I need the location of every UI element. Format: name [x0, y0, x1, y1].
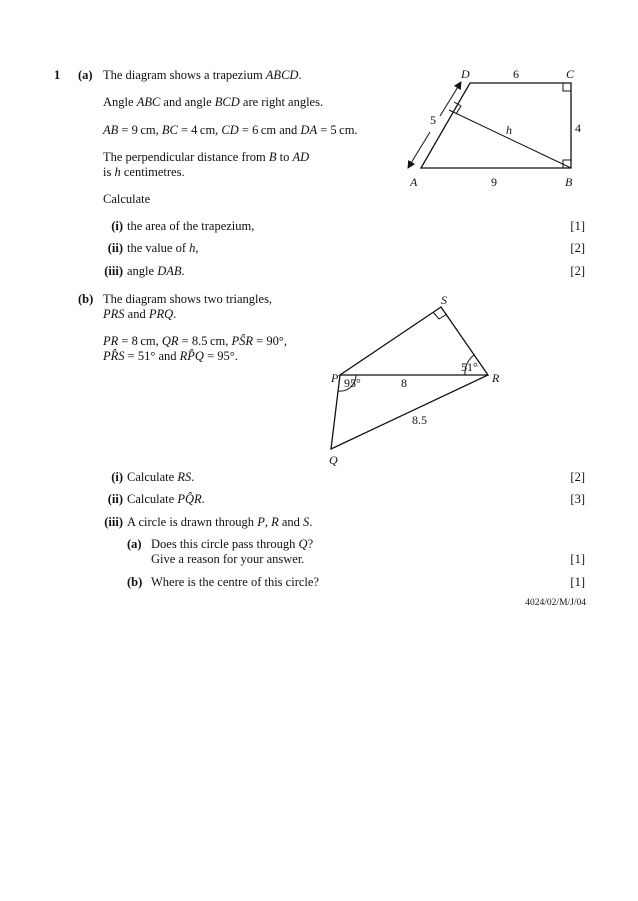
text-run: = 51° and [124, 349, 180, 363]
text-run: = 9 cm, [118, 123, 162, 137]
text-run: , [264, 515, 272, 529]
vertex-c-label: C [566, 67, 575, 81]
vertex-a-label: A [410, 175, 418, 189]
text-run: Where is the centre of this circle? [151, 575, 319, 589]
text-run: . [191, 470, 195, 484]
part-b-i-num: (i) [111, 470, 123, 484]
text-run: DA [300, 123, 318, 137]
text-run: PR̂S [103, 349, 125, 363]
part-b-iii-text [127, 515, 312, 530]
part-b-intro-line1: The diagram shows two triangles, [103, 292, 273, 306]
text-run: The perpendicular distance from [103, 150, 269, 164]
text-run: Does this circle pass through [151, 537, 299, 551]
part-b-label: (b) [78, 292, 94, 306]
vertex-s-label: S [441, 293, 447, 307]
part-a-calculate: Calculate [103, 192, 151, 206]
text-run: = 8 cm, [118, 334, 162, 348]
qr-length-label: 8.5 [412, 413, 427, 427]
side-da-label: 5 [430, 113, 436, 127]
text-run: BC [161, 123, 178, 137]
text-run: Calculate [127, 492, 178, 506]
part-a-iii-marks: [2] [570, 264, 585, 278]
text-run: Calculate [127, 470, 178, 484]
text-run: is [103, 165, 115, 179]
pr-length-label: 8 [401, 376, 407, 390]
part-a-iii-num: (iii) [104, 264, 123, 278]
vertex-d-label: D [461, 67, 470, 81]
text-run: = 90°, [253, 334, 287, 348]
part-b-ii-marks: [3] [570, 492, 585, 506]
text-run: S [303, 515, 310, 529]
text-run: angle [127, 264, 158, 278]
part-b-iii-a-line1 [151, 537, 313, 552]
text-run: PRS [103, 307, 125, 321]
vertex-r-label: R [492, 371, 500, 385]
text-run: = 5 cm. [317, 123, 358, 137]
text-run: ? [307, 537, 314, 551]
text-run: B [268, 150, 277, 164]
text-run: . [181, 264, 185, 278]
text-run: = 6 cm and [238, 123, 301, 137]
text-run: , [195, 241, 199, 255]
side-bc-label: 4 [575, 121, 581, 135]
h-label: h [506, 123, 512, 137]
part-b-iii-a-line2 [151, 552, 304, 567]
question-number: 1 [54, 68, 61, 82]
text-run: . [173, 307, 177, 321]
text-run: PRQ [148, 307, 174, 321]
part-b-iii-b-marks: [1] [570, 575, 585, 589]
text-run: . [201, 492, 205, 506]
text-run: centimetres. [120, 165, 185, 179]
part-b-ii-num: (ii) [107, 492, 123, 506]
vertex-q-label: Q [329, 453, 338, 467]
paper-reference-footer: 4024/02/M/J/04 [525, 598, 586, 608]
part-a-i-num: (i) [111, 219, 123, 233]
text-run: RP̂Q [179, 349, 204, 363]
vertex-p-label: P [331, 371, 339, 385]
text-run: PQ̂R [177, 492, 202, 506]
part-b-iii-b-line1 [151, 575, 319, 590]
text-run: CD [221, 123, 239, 137]
text-run: AD [292, 150, 310, 164]
text-run: DAB [157, 264, 182, 278]
text-run: and [278, 515, 304, 529]
angle-p-label: 95° [344, 376, 361, 390]
text-run: h [189, 241, 196, 255]
text-run: to [276, 150, 293, 164]
text-run: . [309, 515, 313, 529]
part-b-iii-b-num: (b) [127, 575, 143, 589]
part-a-label: (a) [78, 68, 93, 82]
text-run: The diagram shows a trapezium [103, 68, 266, 82]
text-run: = 4 cm, [177, 123, 222, 137]
vertex-b-label: B [565, 175, 573, 189]
text-run: ABCD [265, 68, 299, 82]
part-b-i-marks: [2] [570, 470, 585, 484]
text-run: R [271, 515, 279, 529]
text-run: PŜR [231, 334, 254, 348]
part-a-ii-num: (ii) [107, 241, 123, 255]
text-run: Give a reason for your answer. [151, 552, 305, 566]
text-run: and angle [160, 95, 215, 109]
text-run: = 95°. [203, 349, 238, 363]
text-run: P [257, 515, 265, 529]
text-run: Angle [103, 95, 137, 109]
part-b-iii-a-marks: [1] [570, 552, 585, 566]
text-run: PR [103, 334, 119, 348]
angle-r-label: 51° [461, 360, 478, 374]
text-run: ABC [136, 95, 161, 109]
text-run: AB [103, 123, 119, 137]
text-run: RS [177, 470, 192, 484]
text-run: the area of the trapezium, [127, 219, 255, 233]
part-b-iii-a-num: (a) [127, 537, 142, 551]
text-run: A circle is drawn through [127, 515, 258, 529]
text-run: h [114, 165, 121, 179]
text-run: BCD [214, 95, 240, 109]
text-run: QR [161, 334, 179, 348]
part-b-ii-text [127, 492, 205, 507]
text-run: and [124, 307, 149, 321]
text-run: the value of [127, 241, 190, 255]
text-run: Q [298, 537, 308, 551]
part-a-ii-marks: [2] [570, 241, 585, 255]
part-b-iii-num: (iii) [104, 515, 123, 529]
text-run: . [298, 68, 302, 82]
side-dc-label: 6 [513, 67, 519, 81]
text-run: are right angles. [239, 95, 324, 109]
part-a-i-marks: [1] [570, 219, 585, 233]
text-run: = 8.5 cm, [178, 334, 232, 348]
side-ab-label: 9 [491, 175, 497, 189]
part-b-i-text [127, 470, 194, 485]
